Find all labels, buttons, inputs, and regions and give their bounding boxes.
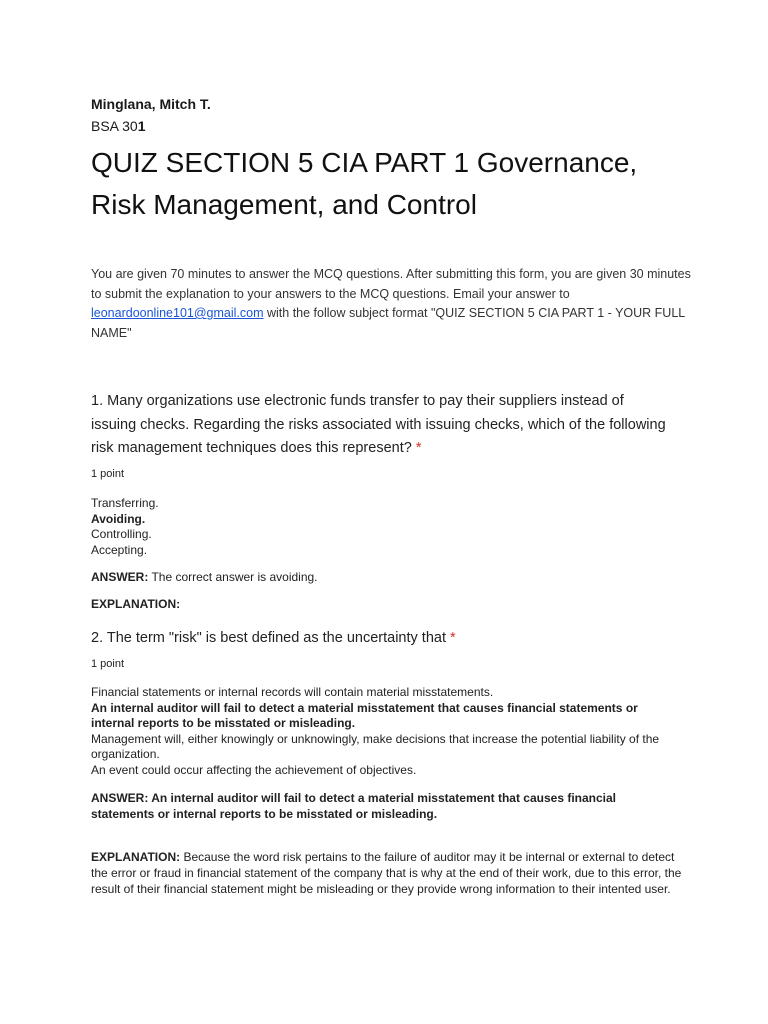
required-mark: * [450, 630, 456, 646]
question-2-text [91, 627, 671, 651]
option-selected: Avoiding. [91, 511, 146, 526]
option: Accepting. [91, 542, 148, 557]
option: Controlling. [91, 527, 152, 541]
explanation-label: EXPLANATION: [91, 850, 181, 864]
option: Management will, either knowingly or unknowingly, make decisions that increase the potential liability of the organization. [91, 731, 660, 761]
question-1-text [91, 390, 671, 461]
required-mark: * [415, 440, 422, 456]
instructions-text: You are given 70 minutes to answer the MCQ questions. After submitting this form, you are given 30 minutes to submit the explanation to your answers to the MCQ questions. Email your answer to [91, 267, 691, 301]
question-1-options [91, 496, 159, 558]
option: Financial statements or internal records will contain material misstatements. [91, 685, 494, 699]
student-name: Minglana, Mitch T. [91, 96, 211, 112]
option: Transferring. [91, 496, 159, 510]
quiz-instructions [91, 265, 691, 343]
email-link[interactable]: leonardoonline101@gmail.com [91, 306, 264, 320]
question-1-points: 1 point [91, 468, 125, 480]
question-2-points: 1 point [91, 658, 125, 670]
option: An event could occur affecting the achievement of objectives. [91, 762, 417, 777]
answer-text: An internal auditor will fail to detect a material misstatement that causes financial statements or internal reports to be misstated or misleading. [91, 791, 617, 821]
question-2-label: 2. The term "risk" is best defined as the uncertainty that [91, 630, 446, 646]
question-2-options [91, 685, 671, 778]
answer-label: ANSWER: [91, 570, 149, 584]
question-1-label: 1. Many organizations use electronic funds transfer to pay their suppliers instead of issuing checks. Regarding the risks associated with issuing checks, which of the following risk management techniques does this represent? [91, 393, 666, 456]
student-course [91, 118, 146, 134]
option-selected: An internal auditor will fail to detect a material misstatement that causes financial statements or internal reports to be misstated or misleading. [91, 700, 638, 730]
course-code: BSA 30 [91, 118, 138, 134]
question-1-answer [91, 569, 651, 585]
quiz-title: QUIZ SECTION 5 CIA PART 1 Governance, Risk Management, and Control [91, 147, 638, 220]
instructions-text-end: with the follow subject format "QUIZ SECTION 5 CIA PART 1 - YOUR FULL NAME" [91, 306, 685, 340]
question-2-answer [91, 790, 651, 822]
explanation-text: Because the word risk pertains to the failure of auditor may it be internal or external to detect the error or fraud in financial statement of the company that is why at the end of their work, due to this error, the result of their financial statement might be misleading or they provide wrong information to their intented user. [91, 850, 682, 896]
question-1-explanation-label: EXPLANATION: [91, 597, 181, 611]
question-2-explanation [91, 849, 691, 897]
course-suffix: 1 [137, 118, 146, 134]
answer-text: The correct answer is avoiding. [148, 570, 318, 584]
answer-label: ANSWER: [91, 791, 149, 805]
